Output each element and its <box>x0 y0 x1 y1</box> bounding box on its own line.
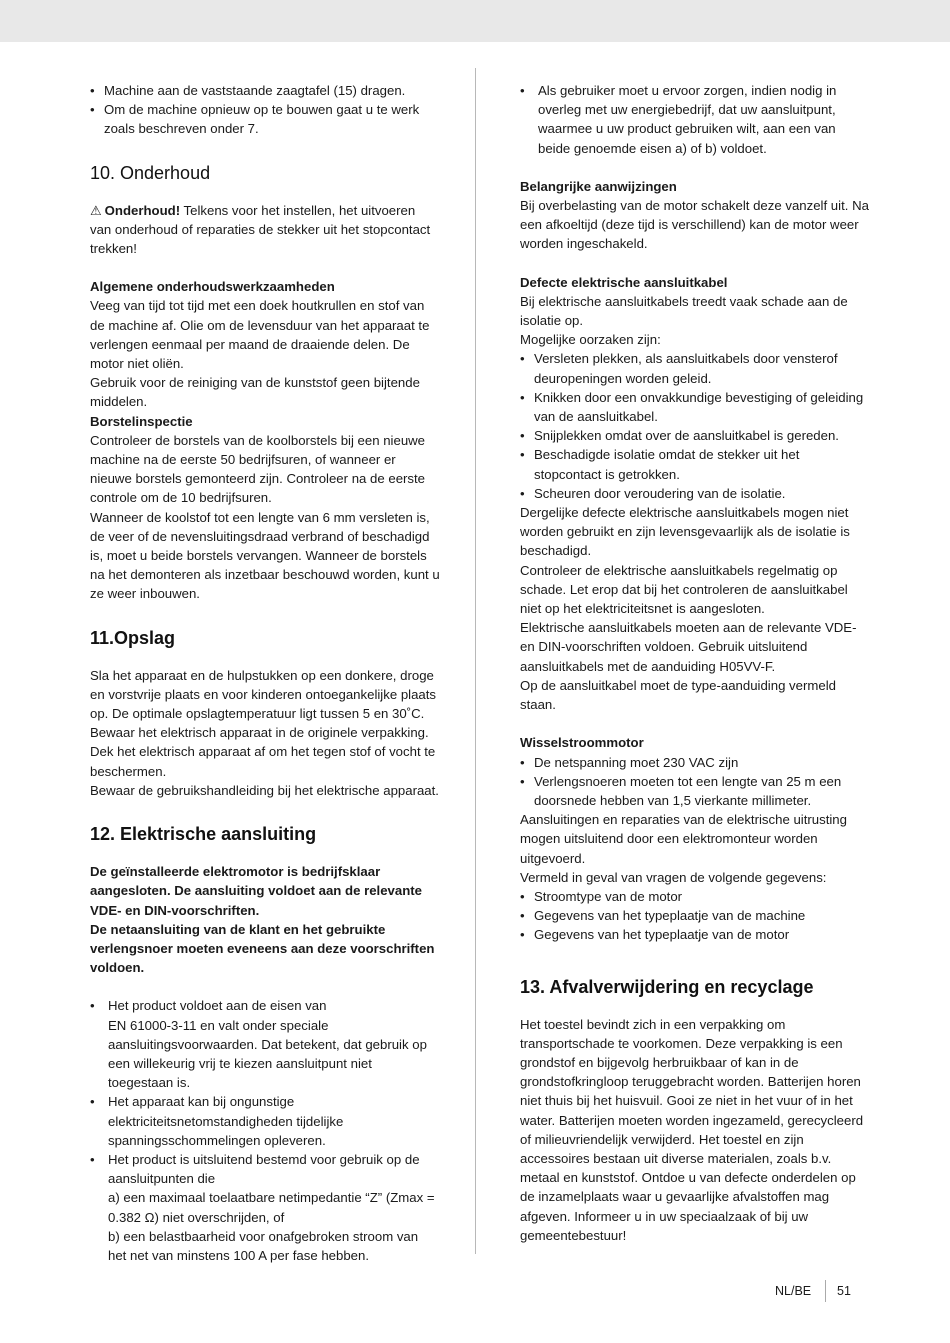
subheading-defective-cable: Defecte elektrische aansluitkabel <box>520 274 728 290</box>
paragraph: Op de aansluitkabel moet de type-aanduiding vermeld staan. <box>520 677 836 713</box>
list-item: • De netspanning moet 230 VAC zijn <box>520 753 870 772</box>
cable-causes-list <box>520 349 870 503</box>
list-item: • Snijplekken omdat over de aansluitkabel is gereden. <box>520 426 870 445</box>
paragraph: Mogelijke oorzaken zijn: <box>520 332 661 348</box>
warning-text: Telkens voor het instellen, het uitvoeren van onderhoud of reparaties de stekker uit het stopcontact trekken! <box>90 202 431 257</box>
left-column <box>90 81 440 1265</box>
list-item: • Het apparaat kan bij ongunstige elektriciteitsnetomstandigheden tijdelijke spanningsschommelingen opleveren. <box>90 1092 440 1150</box>
paragraph: Controleer de elektrische aansluitkabels regelmatig op schade. Let erop dat bij het controleren de aansluitkabel niet op het elektriciteitsnet is aangesloten. <box>520 562 848 617</box>
list-item: • Het product is uitsluitend bestemd voor gebruik op de aansluitpunten die a) een maximaal toelaatbare netimpedantie “Z” (Zmax = 0.382 Ω) niet overschrijden, of b) een belastbaarheid voor onafgebroken stroom van het net van minstens 100 A per fase hebben. <box>90 1150 440 1265</box>
subheading-ac-motor: Wisselstroommotor <box>520 735 644 751</box>
list-item: • Machine aan de vaststaande zaagtafel (15) dragen. <box>90 81 440 100</box>
paragraph: Bij elektrische aansluitkabels treedt vaak schade aan de isolatie op. <box>520 293 848 329</box>
header-bar <box>0 0 950 42</box>
section-title-electrical: 12. Elektrische aansluiting <box>90 824 317 845</box>
paragraph: Wanneer de koolstof tot een lengte van 6 mm versleten is, de veer of de nevensluitingsdraad verbrand of beschadigd is, moet u beide borstels vervangen. Wanneer de borstels na het demonteren als inzetbaar beschouwd worden, kunt u ze weer inbouwen. <box>90 509 440 602</box>
subheading-important-notes: Belangrijke aanwijzingen <box>520 178 677 194</box>
list-item: • Om de machine opnieuw op te bouwen gaat u te werk zoals beschreven onder 7. <box>90 100 440 138</box>
column-divider <box>475 68 476 1254</box>
warning-label: Onderhoud! <box>104 202 181 218</box>
language-code: NL/BE <box>775 1284 812 1298</box>
section-title-storage: 11.Opslag <box>90 627 176 648</box>
paragraph: Dergelijke defecte elektrische aansluitkabels mogen niet worden gebruikt en zijn levensgevaarlijk als de isolatie is beschadigd. <box>520 505 850 559</box>
section-title-recycling: 13. Afvalverwijdering en recyclage <box>520 976 814 997</box>
subheading-general-maintenance: Algemene onderhoudswerkzaamheden <box>90 279 335 295</box>
paragraph: Het toestel bevindt zich in een verpakking om transportschade te voorkomen. Deze verpakking is een grondstof en bijgevolg herbruikbaar of kan in de grondstofkringloop teruggebracht worden. Batterijen horen niet thuis bij het huisvuil. Gooi ze niet in het vuur of in het water. Batterijen moeten worden ingezameld, gerecycleerd of milieuvriendelijk verwijderd. Het toestel en zijn accessoires bestaan uit diverse materialen, zoals b.v. metaal en kunststof. Ontdoe u van defecte onderdelen op de inzamelplaats waar u gevaarlijke afvalstoffen mag afgeven. Informeer u in uw speciaalzaak of bij uw gemeentebestuur! <box>520 1016 864 1243</box>
warning-triangle-icon: ⚠ <box>90 202 102 218</box>
footer-divider <box>825 1280 826 1302</box>
paragraph: Controleer de borstels van de koolborstels bij een nieuwe machine na de eerste 50 bedrijfsuren, of wanneer er nieuwe borstels gemonteerd zijn. Controleer na de eerste controle om de 10 bedrijfsuren. <box>90 432 426 506</box>
list-item: • Verlengsnoeren moeten tot een lengte van 25 m een doorsnede hebben van 1,5 vierkante millimeter. <box>520 772 870 810</box>
list-item: • Knikken door een onvakkundige bevestiging of geleiding van de aansluitkabel. <box>520 388 870 426</box>
list-item: • Gegevens van het typeplaatje van de machine <box>520 906 870 925</box>
list-item: • Scheuren door veroudering van de isolatie. <box>520 484 870 503</box>
list-item: • Versleten plekken, als aansluitkabels door vensterof deuropeningen worden geleid. <box>520 349 870 387</box>
paragraph: Gebruik voor de reiniging van de kunststof geen bijtende middelen. <box>90 375 420 410</box>
paragraph: Elektrische aansluitkabels moeten aan de relevante VDE- en DIN-voorschriften voldoen. Gebruik uitsluitend aansluitkabels met de aanduiding H05VV-F. <box>520 620 857 674</box>
paragraph: Dek het elektrisch apparaat af om het tegen stof of vocht te beschermen. <box>90 744 436 779</box>
paragraph: Vermeld in geval van vragen de volgende gegevens: <box>520 869 827 885</box>
paragraph: Veeg van tijd tot tijd met een doek houtkrullen en stof van de machine af. Olie om de levensduur van het apparaat te verlengen eenmaal per maand de draaiende delen. De motor niet oliën. <box>90 298 430 372</box>
subheading-brush-inspection: Borstelinspectie <box>90 413 193 429</box>
list-item: • Gegevens van het typeplaatje van de motor <box>520 925 870 944</box>
bold-paragraph: De netaansluiting van de klant en het gebruikte verlengsnoer moeten eveneens aan deze voorschriften voldoen. <box>90 921 435 976</box>
paragraph: Aansluitingen en reparaties van de elektrische uitrusting mogen uitsluitend door een elektromonteur worden uitgevoerd. <box>520 812 847 866</box>
right-column <box>520 81 870 1245</box>
intro-bullet-list <box>520 81 870 158</box>
list-item: • Het product voldoet aan de eisen van EN 61000-3-11 en valt onder speciale aansluitingsvoorwaarden. Dat betekent, dat gebruik op een willekeurig vrij te kiezen aansluitpunt niet toegestaan is. <box>90 996 440 1092</box>
list-item: • Beschadigde isolatie omdat de stekker uit het stopcontact is getrokken. <box>520 445 870 483</box>
paragraph: Sla het apparaat en de hulpstukken op een donkere, droge en vorstvrije plaats en voor kinderen ontoegankelijke plaats op. De optimale opslagtemperatuur ligt tussen 5 en 30˚C. Bewaar het elektrisch apparaat in de originele verpakking. <box>90 667 437 741</box>
list-item: • Stroomtype van de motor <box>520 887 870 906</box>
paragraph: Bewaar de gebruikshandleiding bij het elektrische apparaat. <box>90 782 439 798</box>
paragraph: Bij overbelasting van de motor schakelt deze vanzelf uit. Na een afkoeltijd (deze tijd is verschillend) kan de motor weer worden ingeschakeld. <box>520 198 869 252</box>
list-item: • Als gebruiker moet u ervoor zorgen, indien nodig in overleg met uw energiebedrijf, dat uw aansluitpunt, waarmee u uw product gebruiken wilt, aan een van beide genoemde eisen a) of b) voldoet. <box>520 81 870 158</box>
page-footer <box>775 1282 851 1300</box>
motor-requirements-list <box>520 753 870 811</box>
bold-paragraph: De geïnstalleerde elektromotor is bedrijfsklaar aangesloten. De aansluiting voldoet aan de relevante VDE- en DIN-voorschriften. <box>90 864 422 918</box>
maintenance-warning <box>90 201 440 259</box>
electrical-bullet-list <box>90 996 440 1265</box>
section-title-maintenance: 10. Onderhoud <box>90 162 211 183</box>
motor-info-list <box>520 887 870 945</box>
page-number: 51 <box>837 1284 851 1298</box>
intro-bullet-list <box>90 81 440 139</box>
